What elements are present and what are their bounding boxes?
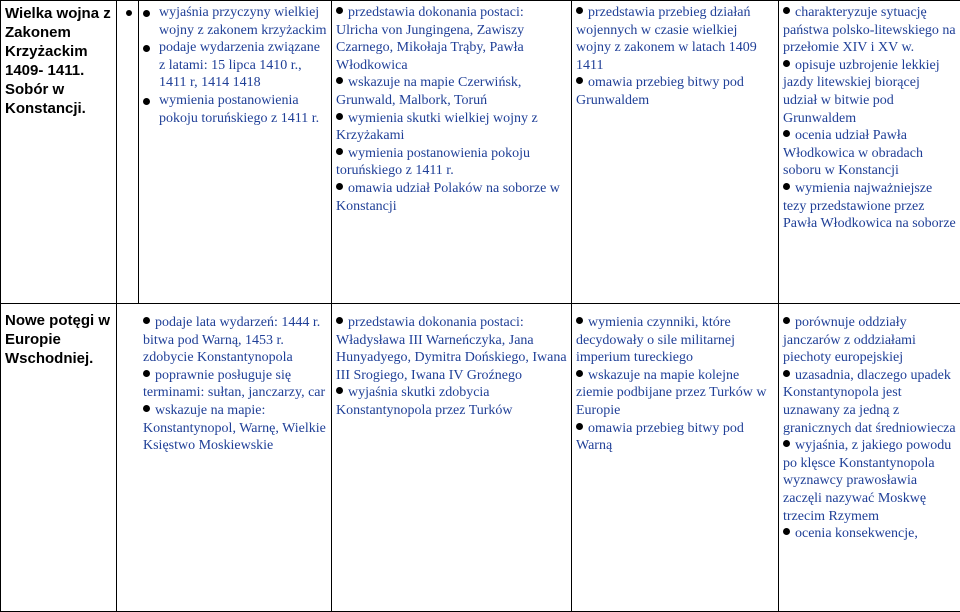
requirements-list <box>336 314 567 420</box>
list-item: omawia udział Polaków na soborze w Konstancji <box>336 180 567 215</box>
requirements-list <box>576 314 774 455</box>
bullet-icon <box>143 98 150 105</box>
bullet-icon <box>336 183 343 190</box>
topic-title: Nowe potęgi w Europie Wschodniej. <box>5 311 112 368</box>
list-item: wyjaśnia, z jakiego powodu po klęsce Konstantynopola wyznawcy prawosławia zaczęli nazywać Moskwę trzecim Rzymem <box>783 437 956 525</box>
bullet-icon <box>783 528 790 535</box>
list-item: przedstawia dokonania postaci: Ulricha von Jungingena, Zawiszy Czarnego, Mikołaja Trąby, Pawła Włodkowica <box>336 4 567 74</box>
list-item: wymienia czynniki, które decydowały o sile militarnej imperium tureckiego <box>576 314 774 367</box>
list-item: przedstawia przebieg działań wojennych w czasie wielkiej wojny z zakonem w latach 1409 1411 <box>576 4 774 74</box>
requirements-list <box>576 4 774 110</box>
bullet-icon <box>576 370 583 377</box>
bullet-icon <box>143 45 150 52</box>
bullet-icon <box>336 113 343 120</box>
bullet-icon <box>143 405 150 412</box>
list-item: wymienia postanowienia pokoju toruńskiego z 1411 r. <box>143 92 327 127</box>
list-item: wskazuje na mapie: Konstantynopol, Warnę, Wielkie Księstwo Moskiewskie <box>143 402 327 455</box>
list-item: wymienia postanowienia pokoju toruńskiego z 1411 r. <box>336 145 567 180</box>
requirements-cell <box>332 1 572 304</box>
bullet-icon <box>336 77 343 84</box>
topic-cell <box>1 304 117 612</box>
bullet-icon <box>783 370 790 377</box>
bullet-icon <box>783 317 790 324</box>
bullet-icon <box>783 130 790 137</box>
bullet-icon <box>143 317 150 324</box>
list-item: podaje lata wydarzeń: 1444 r. bitwa pod Warną, 1453 r. zdobycie Konstantynopola <box>143 314 327 367</box>
list-item: wskazuje na mapie Czerwińsk, Grunwald, Malbork, Toruń <box>336 74 567 109</box>
bullet-icon <box>783 183 790 190</box>
list-item: wyjaśnia przyczyny wielkiej wojny z zakonem krzyżackim <box>143 4 327 39</box>
bullet-icon <box>336 148 343 155</box>
requirements-cell <box>779 304 960 612</box>
list-item: wymienia najważniejsze tezy przedstawione przez Pawła Włodkowica na soborze <box>783 180 956 233</box>
list-item: wyjaśnia skutki zdobycia Konstantynopola przez Turków <box>336 384 567 419</box>
list-item: przedstawia dokonania postaci: Władysława III Warneńczyka, Jana Hunyadyego, Dymitra Dońskiego, Iwana III Srogiego, Iwana IV Groźnego <box>336 314 567 384</box>
list-item: omawia przebieg bitwy pod Warną <box>576 420 774 455</box>
requirements-cell <box>779 1 960 304</box>
bullet-icon <box>783 60 790 67</box>
list-item: uzasadnia, dlaczego upadek Konstantynopola jest uznawany za jedną z granicznych dat średniowiecza <box>783 367 956 437</box>
table-row <box>1 304 960 612</box>
requirements-list <box>336 4 567 215</box>
requirements-cell <box>332 304 572 612</box>
bullet-icon <box>576 317 583 324</box>
bullet-icon <box>143 10 150 17</box>
requirements-list <box>143 314 327 455</box>
topic-cell <box>1 1 117 304</box>
list-item: ocenia udział Pawła Włodkowica w obradach soboru w Konstancji <box>783 127 956 180</box>
bullet-icon <box>576 77 583 84</box>
list-item: ocenia konsekwencje, <box>783 525 956 543</box>
bullet-icon <box>783 7 790 14</box>
bullet-icon <box>783 440 790 447</box>
requirements-list <box>143 4 327 127</box>
bullet-icon <box>576 7 583 14</box>
bullet-icon <box>336 387 343 394</box>
requirements-cell <box>572 304 779 612</box>
bullet-icon <box>126 10 132 16</box>
list-item: poprawnie posługuje się terminami: sułtan, janczarzy, car <box>143 367 327 402</box>
list-item: charakteryzuje sytuację państwa polsko-litewskiego na przełomie XIV i XV w. <box>783 4 956 57</box>
list-item: wskazuje na mapie kolejne ziemie podbijane przez Turków w Europie <box>576 367 774 420</box>
bullet-cell <box>117 1 139 304</box>
list-item: omawia przebieg bitwy pod Grunwaldem <box>576 74 774 109</box>
requirements-cell <box>572 1 779 304</box>
requirements-list <box>783 314 956 543</box>
topic-title: Wielka wojna z Zakonem Krzyżackim 1409- 1411. Sobór w Konstancji. <box>5 4 112 118</box>
list-item: porównuje oddziały janczarów z oddziałami piechoty europejskiej <box>783 314 956 367</box>
bullet-icon <box>336 7 343 14</box>
list-item: podaje wydarzenia związane z latami: 15 lipca 1410 r., 1411 r, 1414 1418 <box>143 39 327 92</box>
bullet-icon <box>336 317 343 324</box>
bullet-icon <box>143 370 150 377</box>
requirements-cell <box>139 1 332 304</box>
list-item: opisuje uzbrojenie lekkiej jazdy litewskiej biorącej udział w bitwie pod Grunwaldem <box>783 57 956 127</box>
bullet-icon <box>576 423 583 430</box>
table-row <box>1 1 960 304</box>
list-item: wymienia skutki wielkiej wojny z Krzyżakami <box>336 110 567 145</box>
requirements-cell <box>117 304 332 612</box>
requirements-list <box>783 4 956 233</box>
